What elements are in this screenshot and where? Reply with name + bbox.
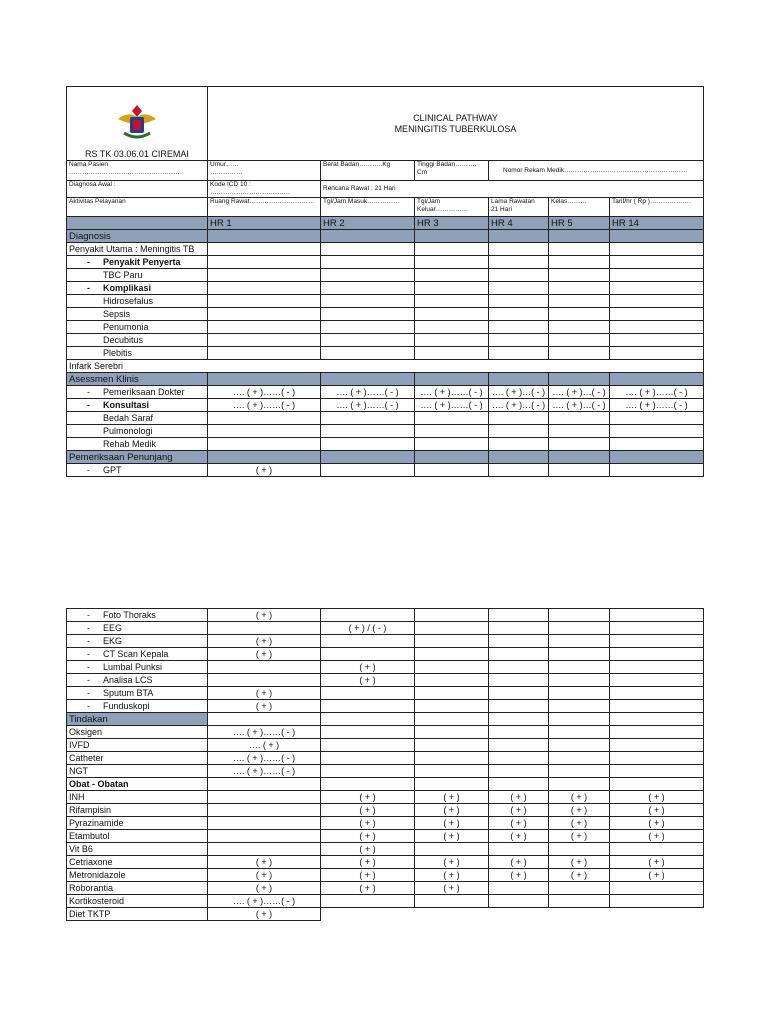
row-label-text: Lumbal Punksi bbox=[103, 661, 163, 672]
aktivitas-cell: Aktivitas Pelayanan bbox=[67, 198, 208, 217]
check-cell: ( + ) bbox=[610, 856, 704, 869]
row-label: Cetriaxone bbox=[67, 856, 208, 869]
row-label-text: Funduskopi bbox=[103, 700, 150, 711]
check-cell: ( + ) bbox=[321, 869, 415, 882]
check-cell: …. ( + )……( - ) bbox=[208, 386, 321, 399]
title-line2: MENINGITIS TUBERKULOSA bbox=[394, 123, 517, 134]
check-cell: …. ( + )…( - ) bbox=[549, 386, 610, 399]
check-cell: ( + ) bbox=[321, 804, 415, 817]
row-label: - Foto Thoraks bbox=[67, 609, 208, 622]
kode-icd-label: Kode ICD 10 : bbox=[210, 181, 251, 188]
tinggi-unit: Cm bbox=[417, 168, 428, 176]
check-cell: ( + ) bbox=[208, 882, 321, 895]
check-cell: …. ( + )…( - ) bbox=[489, 399, 549, 412]
check-cell: …. ( + )……( - ) bbox=[321, 399, 415, 412]
row-label: - EEG bbox=[67, 622, 208, 635]
row-label: Hidrosefalus bbox=[67, 295, 208, 308]
section-tindakan: Tindakan bbox=[67, 713, 208, 726]
row-label: Decubitus bbox=[67, 334, 208, 347]
nama-pasien-label: Nama Pasien bbox=[69, 161, 109, 168]
check-cell: …. ( + )……( - ) bbox=[415, 399, 489, 412]
check-cell: ( + ) bbox=[415, 817, 489, 830]
clinical-pathway-table-bottom bbox=[66, 608, 704, 921]
nama-pasien-cell bbox=[67, 161, 208, 181]
row-label: - CT Scan Kepala bbox=[67, 648, 208, 661]
umur-cell bbox=[208, 161, 321, 181]
check-cell: ( + ) bbox=[321, 674, 415, 687]
row-label: NGT bbox=[67, 765, 208, 778]
row-label: Roborantia bbox=[67, 882, 208, 895]
day-header: HR 4 bbox=[489, 217, 549, 230]
check-cell: …. ( + )……( - ) bbox=[610, 386, 704, 399]
row-label: Rehab Medik bbox=[67, 438, 208, 451]
hospital-cell bbox=[67, 87, 208, 161]
section-penunjang: Pemeriksaan Penunjang bbox=[67, 451, 208, 464]
check-cell: ( + ) bbox=[489, 869, 549, 882]
row-label: IVFD bbox=[67, 739, 208, 752]
row-label: Etambutol bbox=[67, 830, 208, 843]
check-cell: ( + ) bbox=[610, 791, 704, 804]
row-label: - Sputum BTA bbox=[67, 687, 208, 700]
row-label: Plebitis bbox=[67, 347, 208, 360]
check-cell: ( + ) bbox=[321, 856, 415, 869]
check-cell: …. ( + ) bbox=[208, 739, 321, 752]
row-label-text: EKG bbox=[103, 635, 123, 646]
nomor-rm-cell: Nomor Rekam Medik………………………………………………… bbox=[489, 161, 704, 181]
diagnosa-awal-cell: Diagnosa Awal : bbox=[67, 181, 208, 198]
day-header: HR 2 bbox=[321, 217, 415, 230]
lama-cell bbox=[489, 198, 549, 217]
check-cell: ( + ) bbox=[321, 661, 415, 674]
check-cell: ( + ) bbox=[208, 700, 321, 713]
row-label: - Komplikasi bbox=[67, 282, 208, 295]
day-header: HR 14 bbox=[610, 217, 704, 230]
check-cell: ( + ) bbox=[208, 687, 321, 700]
check-cell: ( + ) bbox=[321, 791, 415, 804]
check-cell: ( + ) bbox=[415, 804, 489, 817]
check-cell: ( + ) bbox=[610, 817, 704, 830]
check-cell: ( + ) bbox=[208, 856, 321, 869]
row-label: Rifampisin bbox=[67, 804, 208, 817]
row-label: Pulmonologi bbox=[67, 425, 208, 438]
check-cell: …. ( + )……( - ) bbox=[208, 765, 321, 778]
days-header-blank bbox=[67, 217, 208, 230]
kelas-cell: Kelas……… bbox=[549, 198, 610, 217]
check-cell: …. ( + )……( - ) bbox=[208, 726, 321, 739]
check-cell: ( + ) bbox=[208, 464, 321, 477]
check-cell: ( + ) bbox=[489, 817, 549, 830]
tgl-masuk-cell: Tgl/Jam Masuk…………… bbox=[321, 198, 415, 217]
row-label: Sepsis bbox=[67, 308, 208, 321]
berat-cell: Berat Badan………..Kg bbox=[321, 161, 415, 181]
row-label: Pyrazinamide bbox=[67, 817, 208, 830]
row-label: - Penyakit Penyerta bbox=[67, 256, 208, 269]
row-label: Oksigen bbox=[67, 726, 208, 739]
check-cell: ( + ) bbox=[415, 830, 489, 843]
hospital-logo bbox=[114, 101, 160, 143]
check-cell: ( + ) bbox=[208, 609, 321, 622]
check-cell: ( + ) bbox=[208, 908, 321, 921]
check-cell: ( + ) bbox=[610, 869, 704, 882]
check-cell: ( + ) bbox=[321, 843, 415, 856]
check-cell: …. ( + )……( - ) bbox=[208, 752, 321, 765]
row-label: - Konsultasi bbox=[67, 399, 208, 412]
row-label: Penumonia bbox=[67, 321, 208, 334]
row-label-text: EEG bbox=[103, 622, 123, 633]
check-cell: ( + ) bbox=[489, 856, 549, 869]
check-cell: ( + ) bbox=[549, 869, 610, 882]
tinggi-cell bbox=[415, 161, 489, 181]
row-label: - GPT bbox=[67, 464, 208, 477]
row-label-text: GPT bbox=[103, 464, 122, 475]
check-cell: ( + ) bbox=[415, 791, 489, 804]
title-cell bbox=[208, 87, 704, 161]
check-cell: …. ( + )……( - ) bbox=[610, 399, 704, 412]
check-cell: ( + ) bbox=[321, 882, 415, 895]
check-cell: ( + ) bbox=[489, 804, 549, 817]
row-label-text: Foto Thoraks bbox=[103, 609, 156, 620]
check-cell: ( + ) bbox=[549, 791, 610, 804]
row-label: - Pemeriksaan Dokter bbox=[67, 386, 208, 399]
check-cell: …. ( + )……( - ) bbox=[208, 895, 321, 908]
check-cell: ( + ) bbox=[610, 804, 704, 817]
check-cell: ( + ) bbox=[610, 830, 704, 843]
check-cell: ( + ) bbox=[208, 869, 321, 882]
row-label-text: CT Scan Kepala bbox=[103, 648, 169, 659]
row-label: - Analisa LCS bbox=[67, 674, 208, 687]
section-obat: Obat - Obatan bbox=[67, 778, 208, 791]
row-label: Vit B6 bbox=[67, 843, 208, 856]
check-cell: ( + ) bbox=[415, 856, 489, 869]
check-cell: ( + ) bbox=[208, 635, 321, 648]
day-header: HR 1 bbox=[208, 217, 321, 230]
day-header: HR 3 bbox=[415, 217, 489, 230]
check-cell: …. ( + )…( - ) bbox=[489, 386, 549, 399]
check-cell: ( + ) bbox=[489, 830, 549, 843]
rencana-cell: Rencana Rawat : 21 Hari bbox=[321, 181, 704, 198]
check-cell: ( + ) bbox=[208, 648, 321, 661]
check-cell: …. ( + )……( - ) bbox=[208, 399, 321, 412]
check-cell: ( + ) bbox=[321, 817, 415, 830]
check-cell: ( + ) bbox=[549, 830, 610, 843]
row-label-text: Penyakit Penyerta bbox=[103, 256, 181, 267]
section-diagnosis: Diagnosis bbox=[67, 230, 208, 243]
title-line1: CLINICAL PATHWAY bbox=[413, 112, 498, 123]
umur-label: Umur…… bbox=[210, 161, 239, 168]
check-cell: …. ( + )……( - ) bbox=[415, 386, 489, 399]
clinical-pathway-table-top bbox=[66, 86, 704, 477]
check-cell: ( + ) bbox=[549, 817, 610, 830]
row-label: INH bbox=[67, 791, 208, 804]
row-label: Penyakit Utama : Meningitis TB bbox=[67, 243, 208, 256]
row-label: TBC Paru bbox=[67, 269, 208, 282]
tgl-keluar-cell bbox=[415, 198, 489, 217]
check-cell: ( + ) bbox=[321, 830, 415, 843]
day-header: HR 5 bbox=[549, 217, 610, 230]
tgl-keluar-dots: Keluar…………… bbox=[417, 205, 469, 213]
row-label: Kortikosteroid bbox=[67, 895, 208, 908]
umur-dots: …………… bbox=[210, 168, 243, 176]
lama-value: 21 Hari bbox=[491, 205, 512, 213]
hospital-name: RS TK 03.06.01 CIREMAI bbox=[85, 149, 189, 159]
check-cell: …. ( + )……( - ) bbox=[321, 386, 415, 399]
row-label: Infark Serebri bbox=[67, 360, 704, 373]
tgl-keluar-label: Tgl/Jam bbox=[417, 198, 441, 205]
check-cell: ( + ) bbox=[415, 869, 489, 882]
row-label-text: Analisa LCS bbox=[103, 674, 153, 685]
ruang-cell: Ruang Rawat………………………… bbox=[208, 198, 321, 217]
row-label: Bedah Saraf bbox=[67, 412, 208, 425]
check-cell: …. ( + )…( - ) bbox=[549, 399, 610, 412]
row-label: - Lumbal Punksi bbox=[67, 661, 208, 674]
check-cell: ( + ) / ( - ) bbox=[321, 622, 415, 635]
nama-pasien-dots: …………………………………………… bbox=[69, 168, 180, 176]
row-label: - EKG bbox=[67, 635, 208, 648]
tinggi-label: Tinggi Badan………. bbox=[417, 161, 477, 168]
kode-icd-cell bbox=[208, 181, 321, 198]
row-label: Diet TKTP bbox=[67, 908, 208, 921]
check-cell: ( + ) bbox=[549, 856, 610, 869]
check-cell: ( + ) bbox=[549, 804, 610, 817]
row-label: - Funduskopi bbox=[67, 700, 208, 713]
lama-label: Lama Rawatan bbox=[491, 198, 535, 205]
row-label: Catheter bbox=[67, 752, 208, 765]
row-label-text: Pemeriksaan Dokter bbox=[103, 386, 185, 397]
row-label: Metronidazole bbox=[67, 869, 208, 882]
row-label-text: Konsultasi bbox=[103, 399, 150, 410]
tarif-cell: Tarif/hr ( Rp )………………. bbox=[610, 198, 704, 217]
kode-icd-dots: ………………………………. bbox=[210, 188, 290, 196]
check-cell: ( + ) bbox=[489, 791, 549, 804]
row-label-text: Sputum BTA bbox=[103, 687, 154, 698]
section-asesmen: Asessmen Klinis bbox=[67, 373, 208, 386]
row-label-text: Komplikasi bbox=[103, 282, 152, 293]
check-cell: ( + ) bbox=[415, 882, 489, 895]
